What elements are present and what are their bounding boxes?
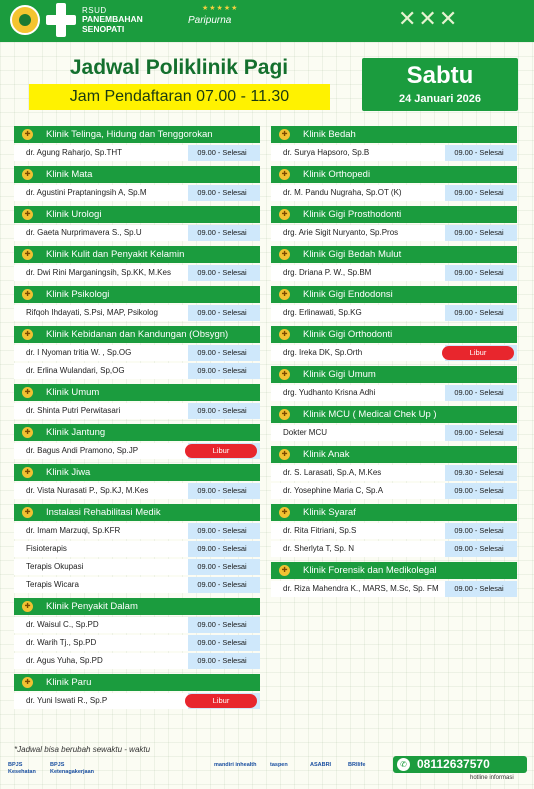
libur-badge: Libur: [185, 444, 257, 458]
schedule-row: [14, 225, 260, 241]
clinic-header: [271, 504, 517, 521]
libur-badge: Libur: [442, 346, 514, 360]
doctor-name: dr. Rita Fitriani, Sp.S: [271, 523, 445, 539]
schedule-row: [14, 483, 260, 499]
clinic-header: [271, 246, 517, 263]
schedule-time: 09.00 - Selesai: [197, 228, 247, 237]
schedule-row: [14, 185, 260, 201]
schedule-row: [14, 559, 260, 575]
clinic-name: Klinik Gigi Orthodonti: [303, 329, 393, 340]
hotline-label: hotline informasi: [470, 775, 514, 781]
doctor-name: dr. Erlina Wulandari, Sp,OG: [14, 363, 188, 379]
schedule-time: 09.00 - Selesai: [197, 486, 247, 495]
eye-icon: ✚: [22, 169, 33, 180]
clinic-name: Klinik Penyakit Dalam: [46, 601, 138, 612]
schedule-time: 09.00 - Selesai: [197, 308, 247, 317]
schedule-row: [14, 635, 260, 651]
doctor-name: dr. Vista Nurasati P., Sp.KJ, M.Kes: [14, 483, 188, 499]
doctor-name: drg. Ireka DK, Sp.Orth: [271, 345, 445, 361]
doctor-name: dr. Bagus Andi Pramono, Sp.JP: [14, 443, 188, 459]
clinic-header: [271, 126, 517, 143]
date-label: 24 Januari 2026: [399, 93, 481, 105]
day-box: [362, 58, 518, 111]
schedule-row: [14, 523, 260, 539]
schedule-row: [14, 577, 260, 593]
accreditation-stars: ★★★★★: [202, 5, 239, 12]
clinic-header: [271, 562, 517, 579]
clinic-block: [271, 246, 517, 281]
clinic-name: Klinik Forensik dan Medikolegal: [303, 565, 437, 576]
schedule-time: 09.00 - Selesai: [197, 188, 247, 197]
clinic-name: Klinik Urologi: [46, 209, 102, 220]
tooth-icon: ✚: [279, 249, 290, 260]
whatsapp-icon: ✆: [397, 758, 410, 771]
schedule-time: 09.00 - Selesai: [197, 620, 247, 629]
doctor-name: dr. S. Larasati, Sp.A, M.Kes: [271, 465, 445, 481]
clinic-header: [271, 166, 517, 183]
clinic-block: [14, 598, 260, 669]
schedule-row: [14, 443, 260, 459]
clinic-block: [14, 246, 260, 281]
clinic-name: Klinik Telinga, Hidung dan Tenggorokan: [46, 129, 213, 140]
doctor-name: drg. Arie Sigit Nuryanto, Sp.Pros: [271, 225, 445, 241]
partner-logo: [172, 762, 208, 776]
clinic-block: [14, 286, 260, 321]
doctor-name: drg. Erlinawati, Sp.KG: [271, 305, 445, 321]
mind-icon: ✚: [22, 467, 33, 478]
tooth-icon: ✚: [279, 369, 290, 380]
clinic-block: [271, 406, 517, 441]
hotline-number[interactable]: 08112637570: [417, 757, 490, 771]
schedule-time: 09.00 - Selesai: [197, 406, 247, 415]
clinic-name: Klinik Mata: [46, 169, 93, 180]
clinic-name: Klinik Gigi Umum: [303, 369, 376, 380]
clinic-name: Klinik Jantung: [46, 427, 106, 438]
clinic-name: Klinik Gigi Prosthodonti: [303, 209, 402, 220]
accreditation-label: Paripurna: [188, 15, 232, 26]
doctor-name: Dokter MCU: [271, 425, 445, 441]
schedule-row: [14, 617, 260, 633]
schedule-time: 09.00 - Selesai: [454, 308, 504, 317]
doctor-name: dr. I Nyoman tritia W. , Sp.OG: [14, 345, 188, 361]
brain-icon: ✚: [22, 289, 33, 300]
doctor-name: dr. Warih Tj., Sp.PD: [14, 635, 188, 651]
forensic-icon: ✚: [279, 565, 290, 576]
doctor-name: dr. Yosephine Maria C, Sp.A: [271, 483, 445, 499]
clinic-block: [14, 464, 260, 499]
doctor-name: dr. Gaeta Nurprimavera S., Sp.U: [14, 225, 188, 241]
schedule-row: [14, 693, 260, 709]
clinic-block: [14, 166, 260, 201]
doctor-name: drg. Yudhanto Krisna Adhi: [271, 385, 445, 401]
clinic-name: Klinik Syaraf: [303, 507, 356, 518]
partner-logo: [132, 762, 168, 776]
schedule-time: 09.00 - Selesai: [197, 562, 247, 571]
clinic-column-left: [14, 126, 260, 714]
clinic-name: Klinik Gigi Bedah Mulut: [303, 249, 402, 260]
partner-logo: BPJS Kesehatan: [8, 762, 36, 775]
header-bar: [0, 0, 534, 42]
schedule-time: 09.30 - Selesai: [454, 468, 504, 477]
schedule-row: [271, 385, 517, 401]
ear-icon: ✚: [22, 129, 33, 140]
clinic-header: [271, 286, 517, 303]
schedule-row: [271, 483, 517, 499]
clinic-block: [14, 384, 260, 419]
doctor-name: dr. Agustini Praptaningsih A, Sp.M: [14, 185, 188, 201]
doctor-name: drg. Driana P. W., Sp.BM: [271, 265, 445, 281]
clinic-header: [14, 206, 260, 223]
schedule-time: 09.00 - Selesai: [454, 584, 504, 593]
schedule-time: 09.00 - Selesai: [197, 544, 247, 553]
schedule-row: [14, 305, 260, 321]
checkup-icon: ✚: [279, 409, 290, 420]
doctor-name: dr. Agung Raharjo, Sp.THT: [14, 145, 188, 161]
hospital-label: RSUD: [82, 6, 107, 15]
clinic-name: Klinik Kebidanan dan Kandungan (Obsygn): [46, 329, 229, 340]
doctor-name: dr. Surya Hapsoro, Sp.B: [271, 145, 445, 161]
schedule-time: 09.00 - Selesai: [454, 428, 504, 437]
clinic-header: [14, 326, 260, 343]
clinic-name: Klinik Anak: [303, 449, 350, 460]
schedule-row: [271, 225, 517, 241]
partner-logo: taspen: [270, 762, 288, 768]
schedule-time: 09.00 - Selesai: [197, 656, 247, 665]
clinic-header: [14, 286, 260, 303]
schedule-row: [14, 345, 260, 361]
schedule-time: 09.00 - Selesai: [197, 148, 247, 157]
clinic-header: [14, 126, 260, 143]
registration-hours: Jam Pendaftaran 07.00 - 11.30: [29, 84, 330, 110]
clinic-name: Klinik Bedah: [303, 129, 356, 140]
schedule-row: [271, 265, 517, 281]
doctor-name: Terapis Wicara: [14, 577, 188, 593]
schedule-row: [14, 265, 260, 281]
clinic-name: Klinik Gigi Endodonsi: [303, 289, 393, 300]
schedule-time: 09.00 - Selesai: [454, 388, 504, 397]
schedule-row: [271, 541, 517, 557]
hotline-box[interactable]: [393, 756, 527, 773]
schedule-time: 09.00 - Selesai: [454, 486, 504, 495]
partner-logo: BRIlife: [348, 762, 366, 768]
page-title: Jadwal Poliklinik Pagi: [69, 56, 289, 79]
regency-seal-logo: [10, 5, 40, 35]
nerve-icon: ✚: [279, 507, 290, 518]
doctor-name: dr. Dwi Rini Marganingsih, Sp.KK, M.Kes: [14, 265, 188, 281]
rehab-icon: ✚: [22, 507, 33, 518]
clinic-header: [14, 166, 260, 183]
clinic-block: [14, 424, 260, 459]
schedule-row: [271, 345, 517, 361]
clinic-block: [271, 562, 517, 597]
clinic-name: Klinik Kulit dan Penyakit Kelamin: [46, 249, 185, 260]
kidney-icon: ✚: [22, 209, 33, 220]
clinic-name: Klinik MCU ( Medical Chek Up ): [303, 409, 437, 420]
clinic-header: [271, 366, 517, 383]
stethoscope-icon: ✚: [22, 387, 33, 398]
clinic-header: [14, 246, 260, 263]
tooth-icon: ✚: [279, 289, 290, 300]
clinic-header: [14, 384, 260, 401]
clinic-header: [14, 674, 260, 691]
partner-logo: ASABRI: [310, 762, 332, 768]
clinic-block: [271, 446, 517, 499]
schedule-row: [271, 185, 517, 201]
schedule-row: [271, 523, 517, 539]
doctor-name: dr. M. Pandu Nugraha, Sp.OT (K): [271, 185, 445, 201]
partner-logo: mandiri inhealth: [214, 762, 257, 768]
clinic-name: Instalasi Rehabilitasi Medik: [46, 507, 161, 518]
doctor-name: dr. Sherlyta T, Sp. N: [271, 541, 445, 557]
clinic-header: [14, 424, 260, 441]
doctor-name: dr. Agus Yuha, Sp.PD: [14, 653, 188, 669]
surgery-icon: ✚: [279, 129, 290, 140]
clinic-block: [14, 326, 260, 379]
clinic-block: [14, 504, 260, 593]
clinic-name: Klinik Jiwa: [46, 467, 91, 478]
partner-logo: [92, 762, 128, 776]
clinic-name: Klinik Paru: [46, 677, 92, 688]
internal-icon: ✚: [22, 601, 33, 612]
clinic-header: [271, 326, 517, 343]
doctor-name: dr. Imam Marzuqi, Sp.KFR: [14, 523, 188, 539]
lungs-icon: ✚: [22, 677, 33, 688]
clinic-header: [271, 206, 517, 223]
clinic-header: [14, 598, 260, 615]
schedule-row: [271, 305, 517, 321]
schedule-row: [271, 581, 517, 597]
hospital-cross-logo: [46, 3, 76, 37]
doctor-name: dr. Shinta Putri Perwitasari: [14, 403, 188, 419]
clinic-block: [271, 126, 517, 161]
schedule-time: 09.00 - Selesai: [197, 268, 247, 277]
clinic-header: [14, 464, 260, 481]
child-icon: ✚: [279, 449, 290, 460]
schedule-row: [271, 465, 517, 481]
schedule-time: 09.00 - Selesai: [454, 526, 504, 535]
clinic-block: [14, 126, 260, 161]
doctor-name: dr. Yuni Iswati R., Sp.P: [14, 693, 188, 709]
clinic-block: [271, 166, 517, 201]
schedule-row: [271, 425, 517, 441]
clinic-block: [271, 326, 517, 361]
decoration-icon: ✕✕✕: [398, 6, 460, 31]
libur-badge: Libur: [185, 694, 257, 708]
doctor-name: dr. Riza Mahendra K., MARS, M.Sc, Sp. FM: [271, 581, 445, 597]
schedule-row: [14, 653, 260, 669]
partner-logo: BPJS Ketenagakerjaan: [50, 762, 95, 775]
clinic-block: [14, 674, 260, 709]
clinic-header: [271, 406, 517, 423]
schedule-time: 09.00 - Selesai: [454, 544, 504, 553]
hospital-name: PANEMBAHAN SENOPATI: [82, 14, 143, 34]
schedule-time: 09.00 - Selesai: [454, 268, 504, 277]
schedule-time: 09.00 - Selesai: [197, 366, 247, 375]
doctor-name: Terapis Okupasi: [14, 559, 188, 575]
clinic-block: [271, 366, 517, 401]
doctor-name: Rifqoh Ihdayati, S.Psi, MAP, Psikolog: [14, 305, 188, 321]
tooth-icon: ✚: [279, 329, 290, 340]
schedule-row: [14, 541, 260, 557]
day-label: Sabtu: [406, 62, 474, 89]
schedule-time: 09.00 - Selesai: [197, 638, 247, 647]
heart-icon: ✚: [22, 427, 33, 438]
skin-icon: ✚: [22, 249, 33, 260]
schedule-note: *Jadwal bisa berubah sewaktu - waktu: [14, 745, 151, 754]
clinic-name: Klinik Orthopedi: [303, 169, 371, 180]
clinic-name: Klinik Psikologi: [46, 289, 110, 300]
schedule-row: [271, 145, 517, 161]
partner-logos: [8, 760, 384, 778]
clinic-header: [271, 446, 517, 463]
clinic-name: Klinik Umum: [46, 387, 100, 398]
bone-icon: ✚: [279, 169, 290, 180]
schedule-time: 09.00 - Selesai: [197, 580, 247, 589]
pregnancy-icon: ✚: [22, 329, 33, 340]
clinic-column-right: [271, 126, 517, 602]
schedule-time: 09.00 - Selesai: [454, 188, 504, 197]
schedule-row: [14, 403, 260, 419]
schedule-time: 09.00 - Selesai: [454, 148, 504, 157]
schedule-time: 09.00 - Selesai: [454, 228, 504, 237]
schedule-row: [14, 145, 260, 161]
clinic-block: [14, 206, 260, 241]
tooth-icon: ✚: [279, 209, 290, 220]
clinic-block: [271, 286, 517, 321]
clinic-block: [271, 206, 517, 241]
doctor-name: dr. Waisul C., Sp.PD: [14, 617, 188, 633]
schedule-time: 09.00 - Selesai: [197, 348, 247, 357]
schedule-row: [14, 363, 260, 379]
schedule-time: 09.00 - Selesai: [197, 526, 247, 535]
clinic-block: [271, 504, 517, 557]
doctor-name: Fisioterapis: [14, 541, 188, 557]
clinic-header: [14, 504, 260, 521]
